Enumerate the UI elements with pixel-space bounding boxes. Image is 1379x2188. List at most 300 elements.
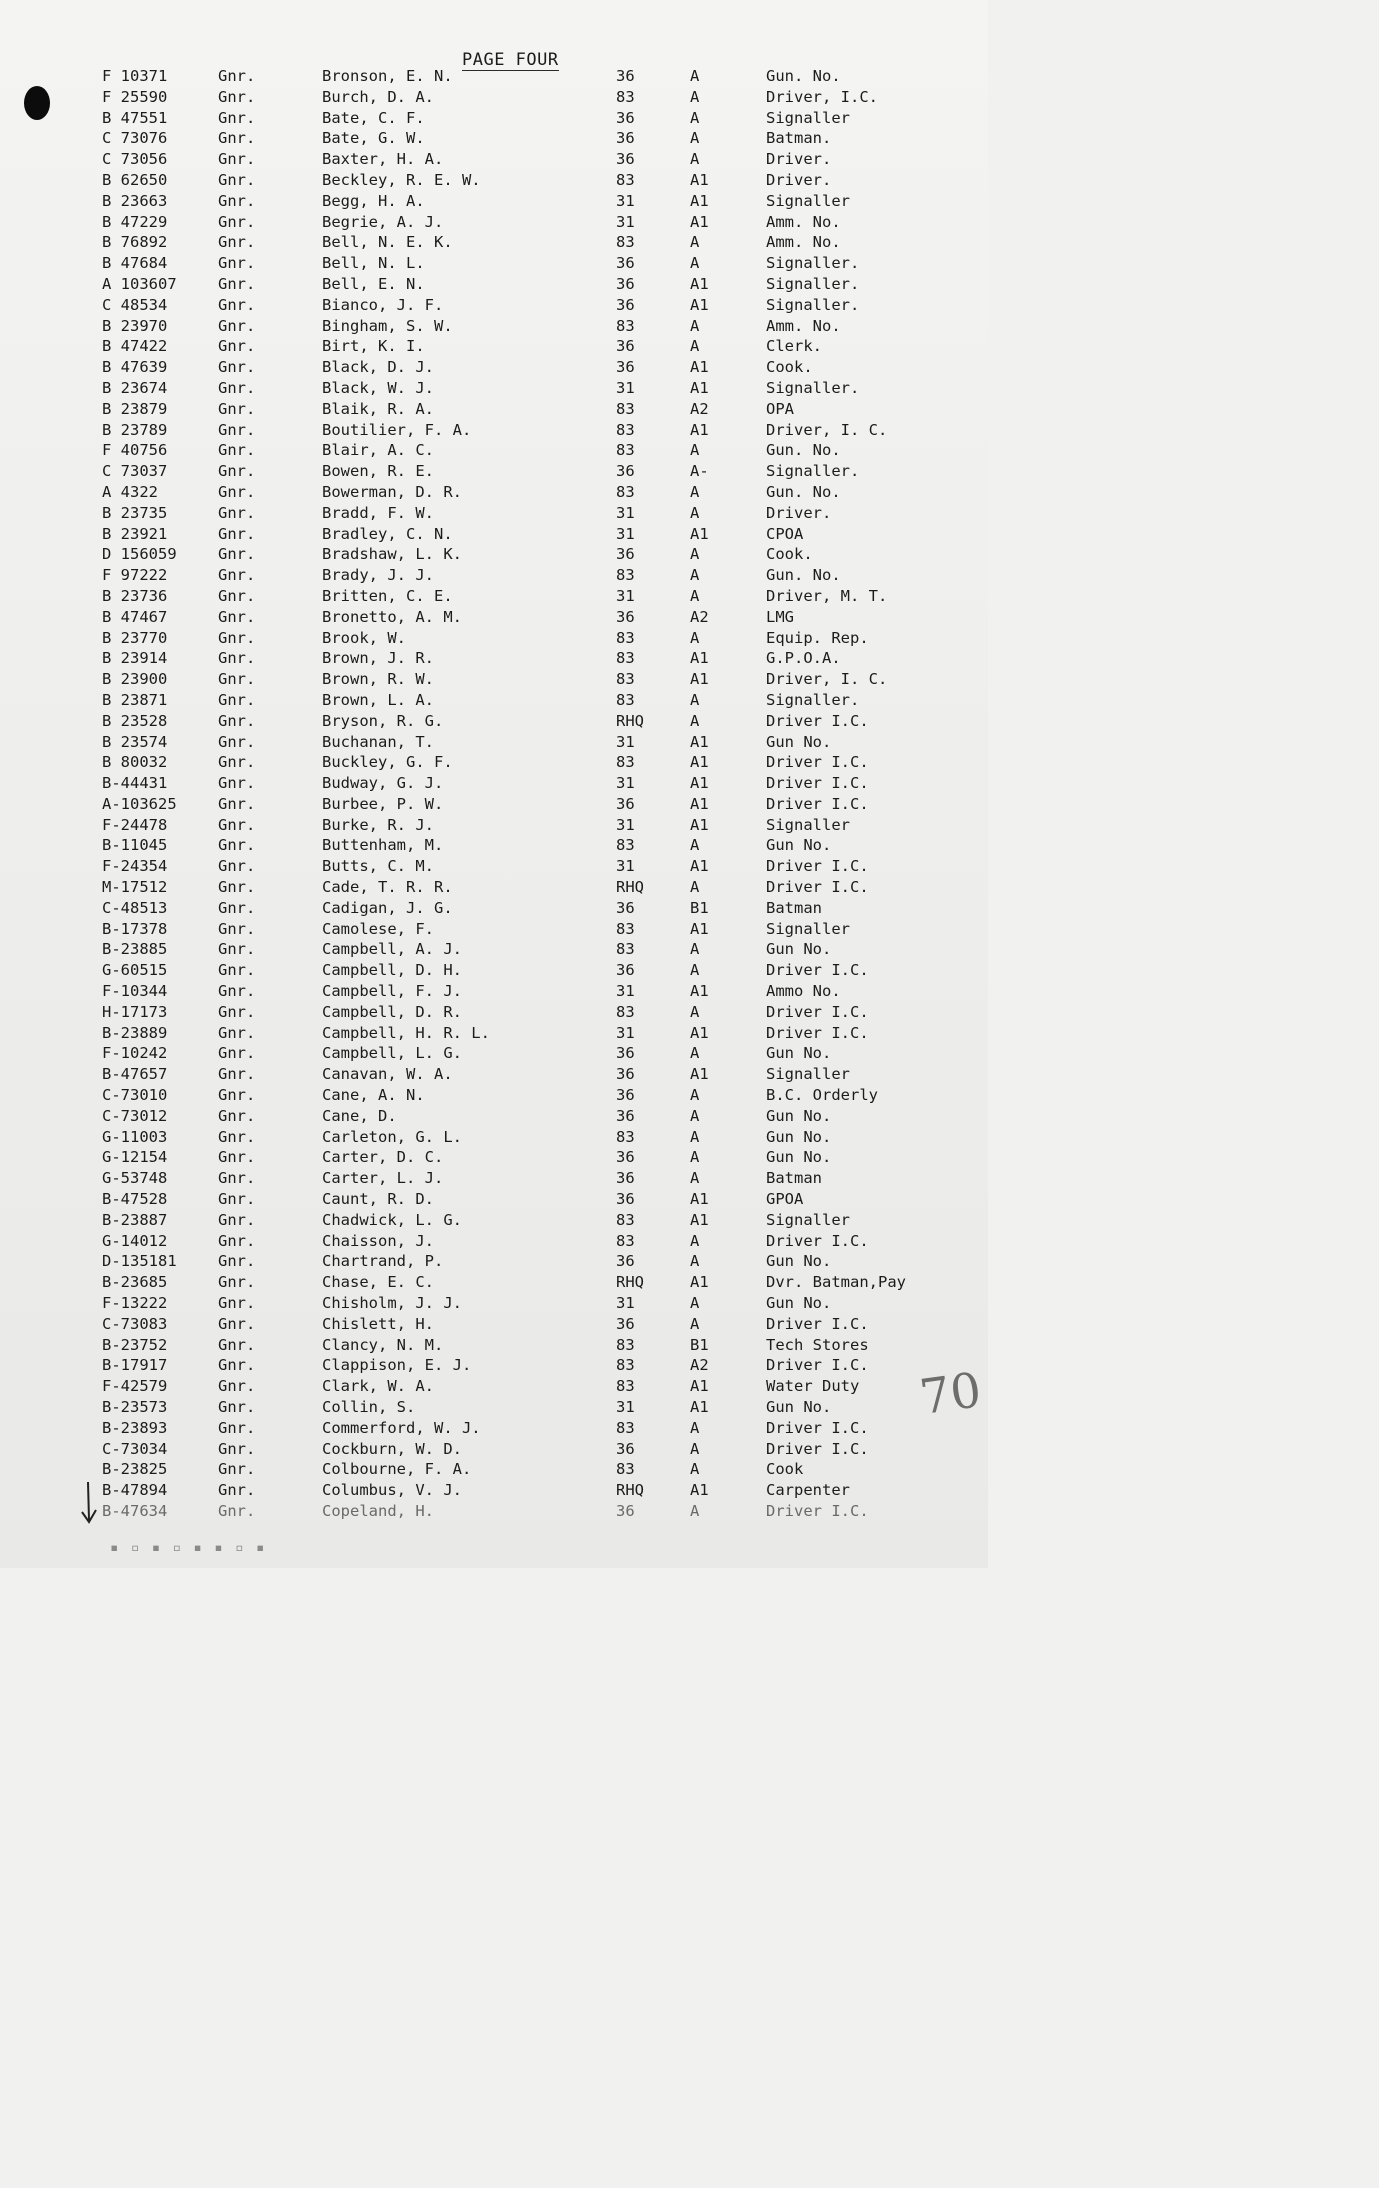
medical-category: A1 [690,670,709,689]
battery: 83 [616,1335,635,1354]
table-row [0,544,988,565]
rank: Gnr. [218,358,256,377]
rank: Gnr. [218,274,256,293]
soldier-name: Clark, W. A. [322,1377,434,1396]
duty: Gun. No. [766,67,841,85]
service-number: B 23970 [102,316,168,335]
battery: 36 [616,150,635,169]
table-row [0,1272,988,1293]
rank: Gnr. [218,1044,256,1063]
soldier-name: Buttenham, M. [322,836,444,855]
duty: Gun. No. [766,441,841,460]
table-row [0,1127,988,1148]
service-number: B 47684 [102,254,168,273]
table-row [0,1085,988,1106]
table-row [0,1168,988,1189]
duty: Gun. No. [766,566,841,585]
medical-category: A [690,586,700,605]
table-row [0,1043,988,1064]
service-number: A 103607 [102,274,177,293]
rank: Gnr. [218,545,256,564]
duty: Tech Stores [766,1335,869,1354]
table-row [0,669,988,690]
duty: Driver I.C. [766,1356,869,1375]
battery: 83 [616,628,635,647]
service-number: B 23663 [102,191,168,210]
duty: Clerk. [766,337,822,356]
service-number: A-103625 [102,794,177,813]
medical-category: A [690,1439,700,1458]
duty: Gun No. [766,1148,832,1167]
duty: GPOA [766,1190,804,1209]
soldier-name: Colbourne, F. A. [322,1460,472,1479]
service-number: G-14012 [102,1231,168,1250]
service-number: B 23574 [102,732,168,751]
service-number: B 47467 [102,607,168,626]
table-row [0,524,988,545]
duty: G.P.O.A. [766,649,841,668]
battery: 83 [616,1377,635,1396]
medical-category: A [690,150,700,169]
service-number: B 47551 [102,108,168,127]
duty: Driver, M. T. [766,586,888,605]
medical-category: A [690,503,700,522]
soldier-name: Cade, T. R. R. [322,878,453,897]
medical-category: A1 [690,191,709,210]
medical-category: A [690,1231,700,1250]
medical-category: A [690,711,700,730]
medical-category: A [690,233,700,252]
table-row [0,939,988,960]
soldier-name: Camolese, F. [322,919,434,938]
duty: Driver I.C. [766,1023,869,1042]
rank: Gnr. [218,337,256,356]
battery: 83 [616,1002,635,1021]
rank: Gnr. [218,1148,256,1167]
service-number: C 48534 [102,295,168,314]
soldier-name: Buchanan, T. [322,732,434,751]
table-row [0,1106,988,1127]
medical-category: A [690,878,700,897]
service-number: B 80032 [102,753,168,772]
duty: Gun No. [766,1252,832,1271]
battery: 83 [616,233,635,252]
service-number: B-44431 [102,774,168,793]
table-row [0,1314,988,1335]
medical-category: A [690,1294,700,1313]
duty: Signaller [766,815,850,834]
battery: 36 [616,545,635,564]
rank: Gnr. [218,753,256,772]
rank: Gnr. [218,690,256,709]
rank: Gnr. [218,1273,256,1292]
soldier-name: Butts, C. M. [322,857,434,876]
battery: 36 [616,1065,635,1084]
battery: 83 [616,482,635,501]
duty: Driver I.C. [766,878,869,897]
soldier-name: Cadigan, J. G. [322,898,453,917]
rank: Gnr. [218,711,256,730]
battery: 36 [616,1086,635,1105]
soldier-name: Brady, J. J. [322,566,434,585]
soldier-name: Bradley, C. N. [322,524,453,543]
service-number: F 97222 [102,566,168,585]
rank: Gnr. [218,566,256,585]
battery: 83 [616,690,635,709]
medical-category: A [690,1127,700,1146]
table-row [0,773,988,794]
service-number: B-23752 [102,1335,168,1354]
medical-category: A [690,482,700,501]
service-number: F 10371 [102,67,168,85]
rank: Gnr. [218,1460,256,1479]
service-number: F-24478 [102,815,168,834]
duty: Amm. No. [766,316,841,335]
battery: 83 [616,316,635,335]
rank: Gnr. [218,482,256,501]
rank: Gnr. [218,1065,256,1084]
service-number: G-12154 [102,1148,168,1167]
battery: 83 [616,566,635,585]
soldier-name: Campbell, L. G. [322,1044,462,1063]
battery: 31 [616,732,635,751]
service-number: B-47894 [102,1481,168,1500]
soldier-name: Britten, C. E. [322,586,453,605]
battery: 36 [616,108,635,127]
table-row [0,794,988,815]
duty: Signaller [766,1065,850,1084]
duty: Signaller [766,919,850,938]
battery: RHQ [616,1481,644,1500]
service-number: B 47229 [102,212,168,231]
table-row [0,212,988,233]
medical-category: A1 [690,1273,709,1292]
battery: 83 [616,170,635,189]
duty: Driver. [766,150,832,169]
soldier-name: Copeland, H. [322,1501,434,1520]
rank: Gnr. [218,87,256,106]
rank: Gnr. [218,940,256,959]
table-row [0,1064,988,1085]
table-row [0,128,988,149]
battery: 36 [616,898,635,917]
rank: Gnr. [218,1252,256,1271]
duty: Driver, I. C. [766,670,888,689]
table-row [0,1210,988,1231]
service-number: G-53748 [102,1169,168,1188]
medical-category: A [690,316,700,335]
soldier-name: Birt, K. I. [322,337,425,356]
rank: Gnr. [218,191,256,210]
battery: 83 [616,1460,635,1479]
medical-category: A [690,690,700,709]
soldier-name: Budway, G. J. [322,774,444,793]
battery: 83 [616,649,635,668]
duty: Driver I.C. [766,1002,869,1021]
medical-category: A1 [690,753,709,772]
service-number: G-60515 [102,961,168,980]
table-row [0,752,988,773]
medical-category: A1 [690,1210,709,1229]
service-number: B 23674 [102,378,168,397]
battery: 36 [616,607,635,626]
soldier-name: Cane, D. [322,1106,397,1125]
rank: Gnr. [218,794,256,813]
duty: Gun No. [766,1106,832,1125]
duty: Driver. [766,503,832,522]
battery: 36 [616,1314,635,1333]
duty: Batman [766,898,822,917]
service-number: B-23825 [102,1460,168,1479]
service-number: B-17378 [102,919,168,938]
duty: LMG [766,607,794,626]
rank: Gnr. [218,254,256,273]
table-row [0,1480,988,1501]
medical-category: A1 [690,378,709,397]
battery: RHQ [616,711,644,730]
table-row [0,732,988,753]
duty: Cook. [766,358,813,377]
duty: Dvr. Batman,Pay [766,1273,906,1292]
soldier-name: Chadwick, L. G. [322,1210,462,1229]
rank: Gnr. [218,524,256,543]
medical-category: A1 [690,1065,709,1084]
rank: Gnr. [218,503,256,522]
service-number: C-73034 [102,1439,168,1458]
soldier-name: Chaisson, J. [322,1231,434,1250]
service-number: B-23889 [102,1023,168,1042]
rank: Gnr. [218,774,256,793]
battery: 83 [616,420,635,439]
rank: Gnr. [218,233,256,252]
soldier-name: Brown, L. A. [322,690,434,709]
rank: Gnr. [218,857,256,876]
table-row [0,295,988,316]
battery: 31 [616,857,635,876]
service-number: F 25590 [102,87,168,106]
duty: Driver I.C. [766,857,869,876]
rank: Gnr. [218,1439,256,1458]
page-title: PAGE FOUR [462,50,559,70]
medical-category: A2 [690,607,709,626]
table-row [0,856,988,877]
duty: Signaller [766,1210,850,1229]
table-row [0,170,988,191]
duty: Signaller. [766,295,860,314]
battery: 83 [616,670,635,689]
service-number: C-48513 [102,898,168,917]
soldier-name: Campbell, D. R. [322,1002,462,1021]
service-number: F-24354 [102,857,168,876]
soldier-name: Bowen, R. E. [322,462,434,481]
duty: Driver I.C. [766,753,869,772]
medical-category: A [690,129,700,148]
medical-category: B1 [690,898,709,917]
table-row [0,1251,988,1272]
duty: CPOA [766,524,804,543]
medical-category: A [690,337,700,356]
duty: B.C. Orderly [766,1086,878,1105]
table-row [0,1023,988,1044]
battery: 36 [616,129,635,148]
rank: Gnr. [218,919,256,938]
table-row [0,1231,988,1252]
soldier-name: Campbell, A. J. [322,940,462,959]
soldier-name: Blair, A. C. [322,441,434,460]
table-row [0,1397,988,1418]
battery: 36 [616,1252,635,1271]
service-number: F-42579 [102,1377,168,1396]
medical-category: A [690,1418,700,1437]
table-row [0,87,988,108]
duty: Amm. No. [766,233,841,252]
medical-category: A1 [690,732,709,751]
medical-category: A [690,108,700,127]
rank: Gnr. [218,1127,256,1146]
service-number: B 47639 [102,358,168,377]
soldier-name: Clappison, E. J. [322,1356,472,1375]
rank: Gnr. [218,1481,256,1500]
medical-category: A [690,940,700,959]
table-row [0,1335,988,1356]
rank: Gnr. [218,1169,256,1188]
service-number: C 73076 [102,129,168,148]
soldier-name: Bell, N. L. [322,254,425,273]
service-number: F 40756 [102,441,168,460]
duty: Cook [766,1460,804,1479]
duty: Signaller. [766,690,860,709]
service-number: M-17512 [102,878,168,897]
soldier-name: Burke, R. J. [322,815,434,834]
table-row [0,1147,988,1168]
service-number: B-47528 [102,1190,168,1209]
medical-category: A1 [690,919,709,938]
duty: Driver I.C. [766,1231,869,1250]
soldier-name: Clancy, N. M. [322,1335,444,1354]
table-row [0,815,988,836]
soldier-name: Bronson, E. N. [322,67,453,85]
medical-category: A [690,441,700,460]
service-number: B-23573 [102,1398,168,1416]
soldier-name: Brown, J. R. [322,649,434,668]
rank: Gnr. [218,441,256,460]
service-number: C-73010 [102,1086,168,1105]
soldier-name: Bate, C. F. [322,108,425,127]
service-number: B 23770 [102,628,168,647]
medical-category: A [690,1501,700,1520]
soldier-name: Burch, D. A. [322,87,434,106]
soldier-name: Chislett, H. [322,1314,434,1333]
medical-category: A1 [690,649,709,668]
rank: Gnr. [218,378,256,397]
rank: Gnr. [218,670,256,689]
table-row [0,253,988,274]
table-row [0,357,988,378]
medical-category: A1 [690,524,709,543]
soldier-name: Chisholm, J. J. [322,1294,462,1313]
table-row [0,274,988,295]
medical-category: A [690,1460,700,1479]
battery: 31 [616,191,635,210]
duty: Amm. No. [766,212,841,231]
medical-category: A1 [690,420,709,439]
battery: 36 [616,462,635,481]
table-row [0,1376,988,1397]
battery: 83 [616,1418,635,1437]
service-number: C 73037 [102,462,168,481]
service-number: B 23736 [102,586,168,605]
battery: 36 [616,1501,635,1520]
rank: Gnr. [218,129,256,148]
table-row [0,191,988,212]
duty: Driver I.C. [766,1501,869,1520]
rank: Gnr. [218,212,256,231]
table-row [0,711,988,732]
rank: Gnr. [218,961,256,980]
soldier-name: Bingham, S. W. [322,316,453,335]
cut-off-row: ▪ ▫ ▪ ▫ ▪ ▪ ▫ ▪ [110,1540,267,1556]
duty: Equip. Rep. [766,628,869,647]
soldier-name: Burbee, P. W. [322,794,444,813]
duty: Ammo No. [766,982,841,1001]
table-row [0,1439,988,1460]
soldier-name: Collin, S. [322,1398,416,1416]
table-row [0,690,988,711]
duty: Signaller. [766,462,860,481]
duty: Water Duty [766,1377,860,1396]
service-number: B-23887 [102,1210,168,1229]
service-number: F-10344 [102,982,168,1001]
table-row [0,66,988,87]
duty: Gun No. [766,940,832,959]
service-number: A 4322 [102,482,158,501]
rank: Gnr. [218,1023,256,1042]
service-number: G-11003 [102,1127,168,1146]
table-row [0,628,988,649]
soldier-name: Baxter, H. A. [322,150,444,169]
soldier-name: Buckley, G. F. [322,753,453,772]
soldier-name: Carleton, G. L. [322,1127,462,1146]
service-number: B 23735 [102,503,168,522]
rank: Gnr. [218,607,256,626]
soldier-name: Begg, H. A. [322,191,425,210]
soldier-name: Brown, R. W. [322,670,434,689]
rank: Gnr. [218,628,256,647]
battery: 36 [616,1169,635,1188]
battery: 31 [616,1398,635,1416]
soldier-name: Bradshaw, L. K. [322,545,462,564]
medical-category: A [690,1252,700,1271]
table-row [0,378,988,399]
table-row [0,586,988,607]
duty: Signaller [766,191,850,210]
soldier-name: Cane, A. N. [322,1086,425,1105]
service-number: B-47634 [102,1501,168,1520]
service-number: B 23879 [102,399,168,418]
rank: Gnr. [218,1501,256,1520]
service-number: B-23885 [102,940,168,959]
medical-category: A [690,566,700,585]
rank: Gnr. [218,1106,256,1125]
battery: 83 [616,87,635,106]
duty: Driver. [766,170,832,189]
duty: Gun. No. [766,482,841,501]
duty: Driver I.C. [766,794,869,813]
medical-category: A1 [690,815,709,834]
battery: 31 [616,815,635,834]
duty: Driver I.C. [766,774,869,793]
soldier-name: Cockburn, W. D. [322,1439,462,1458]
